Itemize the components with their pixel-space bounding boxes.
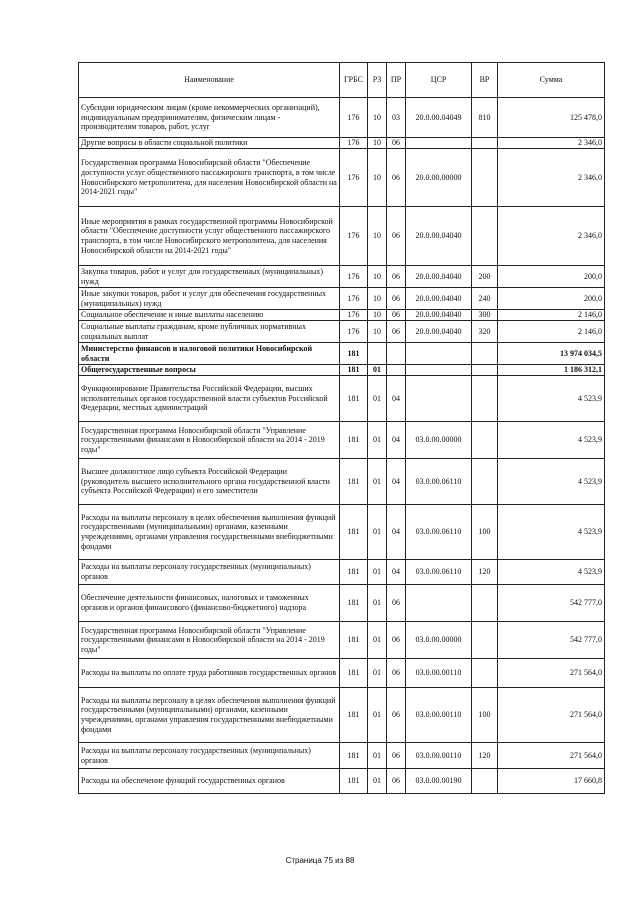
cell-grbs: 181 [340, 622, 368, 659]
cell-csr: 20.0.00.04040 [406, 266, 472, 288]
cell-pr [387, 343, 406, 365]
cell-name: Социальные выплаты гражданам, кроме публичных нормативных социальных выплат [79, 321, 340, 343]
table-row [79, 207, 605, 266]
cell-grbs: 181 [340, 505, 368, 560]
header-sum: Сумма [498, 63, 605, 98]
cell-vr [472, 422, 498, 459]
cell-rz: 10 [368, 310, 387, 321]
cell-pr: 06 [387, 659, 406, 688]
cell-csr: 03.0.00.06110 [406, 505, 472, 560]
cell-sum: 200,0 [498, 288, 605, 310]
cell-rz: 10 [368, 207, 387, 266]
cell-name: Общегосударственные вопросы [79, 365, 340, 376]
cell-grbs: 176 [340, 266, 368, 288]
cell-sum: 542 777,0 [498, 622, 605, 659]
table-row [79, 688, 605, 743]
cell-sum: 125 478,0 [498, 98, 605, 138]
cell-grbs: 181 [340, 585, 368, 622]
table-row [79, 376, 605, 422]
cell-pr: 06 [387, 321, 406, 343]
cell-pr: 06 [387, 743, 406, 769]
cell-pr: 06 [387, 585, 406, 622]
cell-pr: 06 [387, 769, 406, 794]
cell-vr [472, 343, 498, 365]
cell-pr: 06 [387, 622, 406, 659]
cell-grbs: 176 [340, 138, 368, 149]
cell-rz: 01 [368, 459, 387, 505]
cell-name: Министерство финансов и налоговой политики Новосибирской области [79, 343, 340, 365]
cell-name: Субсидии юридическим лицам (кроме некоммерческих организаций), индивидуальным предпринимателям, физическим лицам - производителям товаров, работ, услуг [79, 98, 340, 138]
cell-rz: 10 [368, 321, 387, 343]
cell-rz: 01 [368, 365, 387, 376]
cell-name: Расходы на выплаты персоналу в целях обеспечения выполнения функций государственными (муниципальными) органами, казенными учреждениями, органами управления государственными внебюджетными фондами [79, 688, 340, 743]
cell-name: Государственная программа Новосибирской области "Управление государственными финансами в Новосибирской области на 2014 - 2019 годы" [79, 422, 340, 459]
cell-rz: 01 [368, 688, 387, 743]
table-row [79, 266, 605, 288]
table-row [79, 321, 605, 343]
table-row [79, 365, 605, 376]
cell-pr: 06 [387, 266, 406, 288]
page-number: Страница 75 из 88 [285, 856, 355, 865]
cell-sum: 4 523,9 [498, 505, 605, 560]
cell-grbs: 176 [340, 207, 368, 266]
table-header-row [79, 63, 605, 98]
cell-vr [472, 659, 498, 688]
cell-grbs: 181 [340, 688, 368, 743]
header-pr: ПР [387, 63, 406, 98]
cell-name: Расходы на обеспечение функций государственных органов [79, 769, 340, 794]
cell-sum: 542 777,0 [498, 585, 605, 622]
cell-csr: 20.0.00.04040 [406, 207, 472, 266]
cell-rz: 01 [368, 560, 387, 585]
cell-name: Высшее должностное лицо субъекта Российской Федерации (руководитель высшего исполнительного органа государственной власти субъекта Российской Федерации) и его заместители [79, 459, 340, 505]
table-row [79, 149, 605, 207]
table-row [79, 505, 605, 560]
cell-rz: 10 [368, 149, 387, 207]
cell-grbs: 181 [340, 743, 368, 769]
header-csr: ЦСР [406, 63, 472, 98]
cell-rz: 01 [368, 376, 387, 422]
cell-name: Функционирование Правительства Российской Федерации, высших исполнительных органов государственной власти субъектов Российской Федерации, местных администраций [79, 376, 340, 422]
cell-grbs: 181 [340, 376, 368, 422]
header-rz: РЗ [368, 63, 387, 98]
cell-sum: 271 564,0 [498, 659, 605, 688]
cell-name: Иные закупки товаров, работ и услуг для обеспечения государственных (муниципальных) нужд [79, 288, 340, 310]
budget-table [78, 62, 605, 794]
cell-pr: 06 [387, 310, 406, 321]
cell-vr: 240 [472, 288, 498, 310]
cell-pr: 03 [387, 98, 406, 138]
cell-csr: 20.0.00.00000 [406, 149, 472, 207]
cell-csr: 03.0.00.06110 [406, 459, 472, 505]
cell-vr [472, 207, 498, 266]
cell-pr: 04 [387, 459, 406, 505]
cell-name: Расходы на выплаты персоналу государственных (муниципальных) органов [79, 560, 340, 585]
cell-vr [472, 585, 498, 622]
table-row [79, 459, 605, 505]
table-row [79, 769, 605, 794]
table-row [79, 659, 605, 688]
table-row [79, 288, 605, 310]
cell-name: Государственная программа Новосибирской области "Управление государственными финансами в Новосибирской области на 2014 - 2019 годы" [79, 622, 340, 659]
cell-vr: 100 [472, 505, 498, 560]
cell-grbs: 181 [340, 459, 368, 505]
cell-sum: 1 186 312,1 [498, 365, 605, 376]
cell-rz: 01 [368, 422, 387, 459]
cell-pr: 04 [387, 422, 406, 459]
cell-name: Социальное обеспечение и иные выплаты населению [79, 310, 340, 321]
cell-grbs: 181 [340, 422, 368, 459]
cell-grbs: 181 [340, 365, 368, 376]
cell-sum: 4 523,9 [498, 376, 605, 422]
cell-name: Иные мероприятия в рамках государственной программы Новосибирской области "Обеспечение доступности услуг общественного пассажирского транспорта, в том числе Новосибирского метрополитена, для населения Новосибирской области на 2014-2021 годы" [79, 207, 340, 266]
cell-vr [472, 459, 498, 505]
cell-sum: 4 523,9 [498, 422, 605, 459]
header-vr: ВР [472, 63, 498, 98]
table-row [79, 343, 605, 365]
cell-csr: 03.0.00.00000 [406, 422, 472, 459]
cell-name: Государственная программа Новосибирской области "Обеспечение доступности услуг общественного пассажирского транспорта, в том числе Новосибирского метрополитена, для населения Новосибирской области на 2014-2021 годы" [79, 149, 340, 207]
cell-rz: 01 [368, 659, 387, 688]
cell-vr [472, 622, 498, 659]
cell-sum: 271 564,0 [498, 743, 605, 769]
cell-rz [368, 343, 387, 365]
cell-csr: 20.0.00.04040 [406, 288, 472, 310]
cell-grbs: 181 [340, 343, 368, 365]
cell-grbs: 181 [340, 769, 368, 794]
cell-vr: 120 [472, 743, 498, 769]
cell-sum: 2 146,0 [498, 321, 605, 343]
cell-pr [387, 365, 406, 376]
cell-csr: 03.0.00.00190 [406, 769, 472, 794]
cell-pr: 04 [387, 505, 406, 560]
cell-name: Обеспечение деятельности финансовых, налоговых и таможенных органов и органов финансового (финансово-бюджетного) надзора [79, 585, 340, 622]
cell-csr: 20.0.00.04040 [406, 310, 472, 321]
cell-csr: 03.0.00.00110 [406, 688, 472, 743]
cell-name: Расходы на выплаты персоналу государственных (муниципальных) органов [79, 743, 340, 769]
cell-sum: 271 564,0 [498, 688, 605, 743]
cell-rz: 01 [368, 769, 387, 794]
table-row [79, 622, 605, 659]
cell-sum: 2 146,0 [498, 310, 605, 321]
cell-vr [472, 769, 498, 794]
table-row [79, 743, 605, 769]
cell-grbs: 176 [340, 321, 368, 343]
table-row [79, 585, 605, 622]
cell-vr: 320 [472, 321, 498, 343]
cell-vr [472, 376, 498, 422]
cell-csr: 20.0.00.04049 [406, 98, 472, 138]
cell-rz: 01 [368, 585, 387, 622]
cell-pr: 06 [387, 149, 406, 207]
cell-grbs: 176 [340, 310, 368, 321]
cell-vr: 810 [472, 98, 498, 138]
cell-name: Закупка товаров, работ и услуг для государственных (муниципальных) нужд [79, 266, 340, 288]
cell-rz: 01 [368, 622, 387, 659]
cell-grbs: 176 [340, 98, 368, 138]
cell-name: Расходы на выплаты по оплате труда работников государственных органов [79, 659, 340, 688]
cell-sum: 4 523,9 [498, 560, 605, 585]
cell-sum: 2 346,0 [498, 138, 605, 149]
cell-sum: 17 660,8 [498, 769, 605, 794]
cell-grbs: 176 [340, 288, 368, 310]
cell-vr: 120 [472, 560, 498, 585]
cell-vr: 200 [472, 266, 498, 288]
cell-pr: 06 [387, 288, 406, 310]
cell-sum: 200,0 [498, 266, 605, 288]
cell-rz: 01 [368, 505, 387, 560]
cell-rz: 10 [368, 98, 387, 138]
cell-csr: 03.0.00.00110 [406, 743, 472, 769]
cell-vr: 100 [472, 688, 498, 743]
cell-csr: 03.0.00.00000 [406, 622, 472, 659]
table-row [79, 310, 605, 321]
cell-grbs: 181 [340, 659, 368, 688]
cell-pr: 06 [387, 688, 406, 743]
header-grbs: ГРБС [340, 63, 368, 98]
cell-csr [406, 138, 472, 149]
cell-sum: 2 346,0 [498, 207, 605, 266]
cell-csr [406, 343, 472, 365]
cell-rz: 10 [368, 266, 387, 288]
cell-name: Другие вопросы в области социальной политики [79, 138, 340, 149]
cell-name: Расходы на выплаты персоналу в целях обеспечения выполнения функций государственными (муниципальными) органами, казенными учреждениями, органами управления государственными внебюджетными фондами [79, 505, 340, 560]
cell-csr: 20.0.00.04040 [406, 321, 472, 343]
cell-csr: 03.0.00.06110 [406, 560, 472, 585]
cell-pr: 04 [387, 560, 406, 585]
cell-grbs: 176 [340, 149, 368, 207]
cell-vr: 300 [472, 310, 498, 321]
cell-vr [472, 365, 498, 376]
cell-sum: 4 523,9 [498, 459, 605, 505]
cell-rz: 10 [368, 138, 387, 149]
cell-sum: 2 346,0 [498, 149, 605, 207]
cell-rz: 01 [368, 743, 387, 769]
table-row [79, 98, 605, 138]
table-row [79, 560, 605, 585]
cell-vr [472, 149, 498, 207]
cell-csr [406, 376, 472, 422]
cell-csr: 03.0.00.00110 [406, 659, 472, 688]
cell-csr [406, 585, 472, 622]
header-name: Наименование [79, 63, 340, 98]
cell-pr: 06 [387, 207, 406, 266]
cell-grbs: 181 [340, 560, 368, 585]
table-row [79, 422, 605, 459]
cell-pr: 06 [387, 138, 406, 149]
cell-pr: 04 [387, 376, 406, 422]
cell-rz: 10 [368, 288, 387, 310]
cell-vr [472, 138, 498, 149]
table-row [79, 138, 605, 149]
cell-sum: 13 974 034,5 [498, 343, 605, 365]
cell-csr [406, 365, 472, 376]
